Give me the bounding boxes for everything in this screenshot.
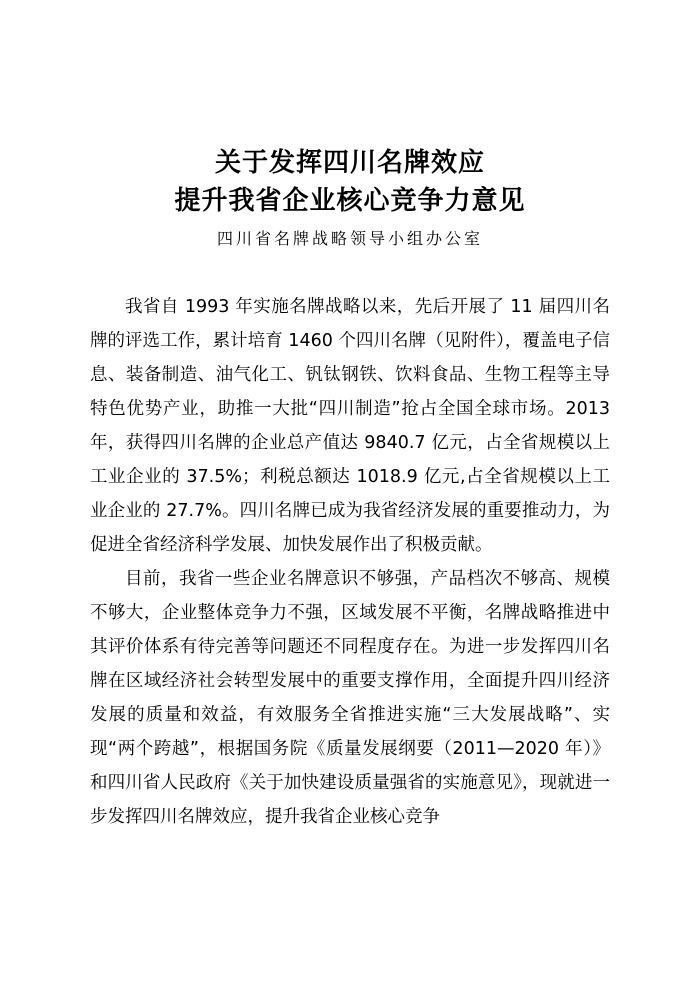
body-paragraph-2: 目前，我省一些企业名牌意识不够强，产品档次不够高、规模不够大，企业整体竞争力不强，区域发展不平衡，名牌战略推进中其评价体系有待完善等问题还不同程度存在。为进一步发挥四川名牌在区域经济社会转型发展中的重要支撑作用，全面提升四川经济发展的质量和效益，有效服务全省推进实施“三大发展战略”、实现“两个跨越”，根据国务院《质量发展纲要（2011—2020 年）》和四川省人民政府《关于加快建设质量强省的实施意见》，现就进一步发挥四川名牌效应，提升我省企业核心竞争 xyxy=(90,569,611,827)
document-title-line-2: 提升我省企业核心竞争力意见 xyxy=(174,186,526,216)
document-issuer: 四川省名牌战略领导小组办公室 xyxy=(216,229,483,248)
document-title-line-1: 关于发挥四川名牌效应 xyxy=(214,148,485,178)
document-body xyxy=(90,290,610,834)
body-paragraph-1: 我省自 1993 年实施名牌战略以来，先后开展了 11 届四川名牌的评选工作，累计培育 1460 个四川名牌（见附件），覆盖电子信息、装备制造、油气化工、钒钛钢铁、饮料食品、生物工程等主导特色优势产业，助推一大批“四川制造”抢占全国全球市场。2013 年，获得四川名牌的企业总产值达 9840.7 亿元，占全省规模以上工业企业的 37.5%；利税总额达 1018.9 亿元,占全省规模以上工业企业的 27.7%。四川名牌已成为我省经济发展的重要推动力，为促进全省经济科学发展、加快发展作出了积极贡献。 xyxy=(90,297,610,555)
